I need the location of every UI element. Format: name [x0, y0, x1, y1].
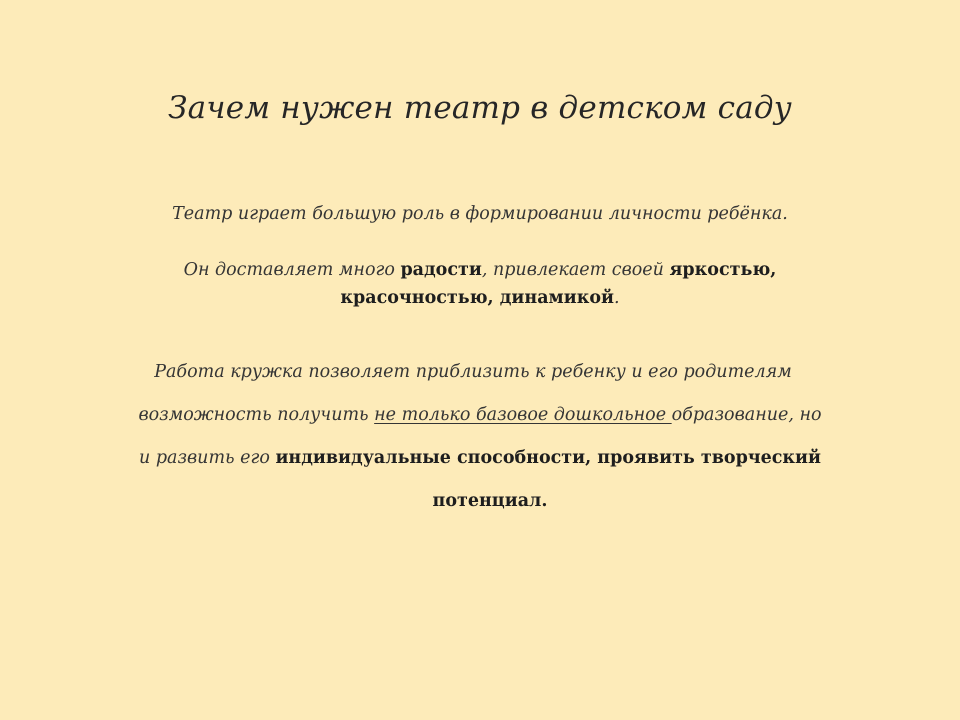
text-span: и развить его — [138, 448, 276, 468]
paragraph-theatre-role: Театр играет большую роль в формировании личности ребёнка. — [172, 204, 788, 224]
text-span: образование, но — [671, 405, 822, 425]
paragraph-line — [0, 256, 960, 284]
paragraph-line — [0, 394, 960, 437]
paragraph-joy-brightness — [0, 256, 960, 312]
text-span: , привлекает своей — [481, 260, 670, 280]
text-span: . — [614, 288, 620, 308]
bold-text: яркостью, — [669, 260, 777, 280]
underlined-text: не только базовое дошкольное — [374, 405, 672, 425]
paragraph-line: Работа кружка позволяет приблизить к ребенку и его родителям — [154, 362, 792, 382]
paragraph-line — [0, 437, 960, 480]
bold-text: красочностью, динамикой — [340, 288, 615, 308]
bold-text: радости — [400, 260, 482, 280]
text-span: Он доставляет много — [183, 260, 401, 280]
slide-title: Зачем нужен театр в детском саду — [168, 90, 792, 126]
paragraph-line — [0, 284, 960, 312]
paragraph-club-work — [0, 351, 960, 523]
bold-text: индивидуальные способности, проявить творческий — [275, 448, 822, 468]
text-span: возможность получить — [138, 405, 375, 425]
paragraph-line: потенциал. — [432, 491, 548, 511]
